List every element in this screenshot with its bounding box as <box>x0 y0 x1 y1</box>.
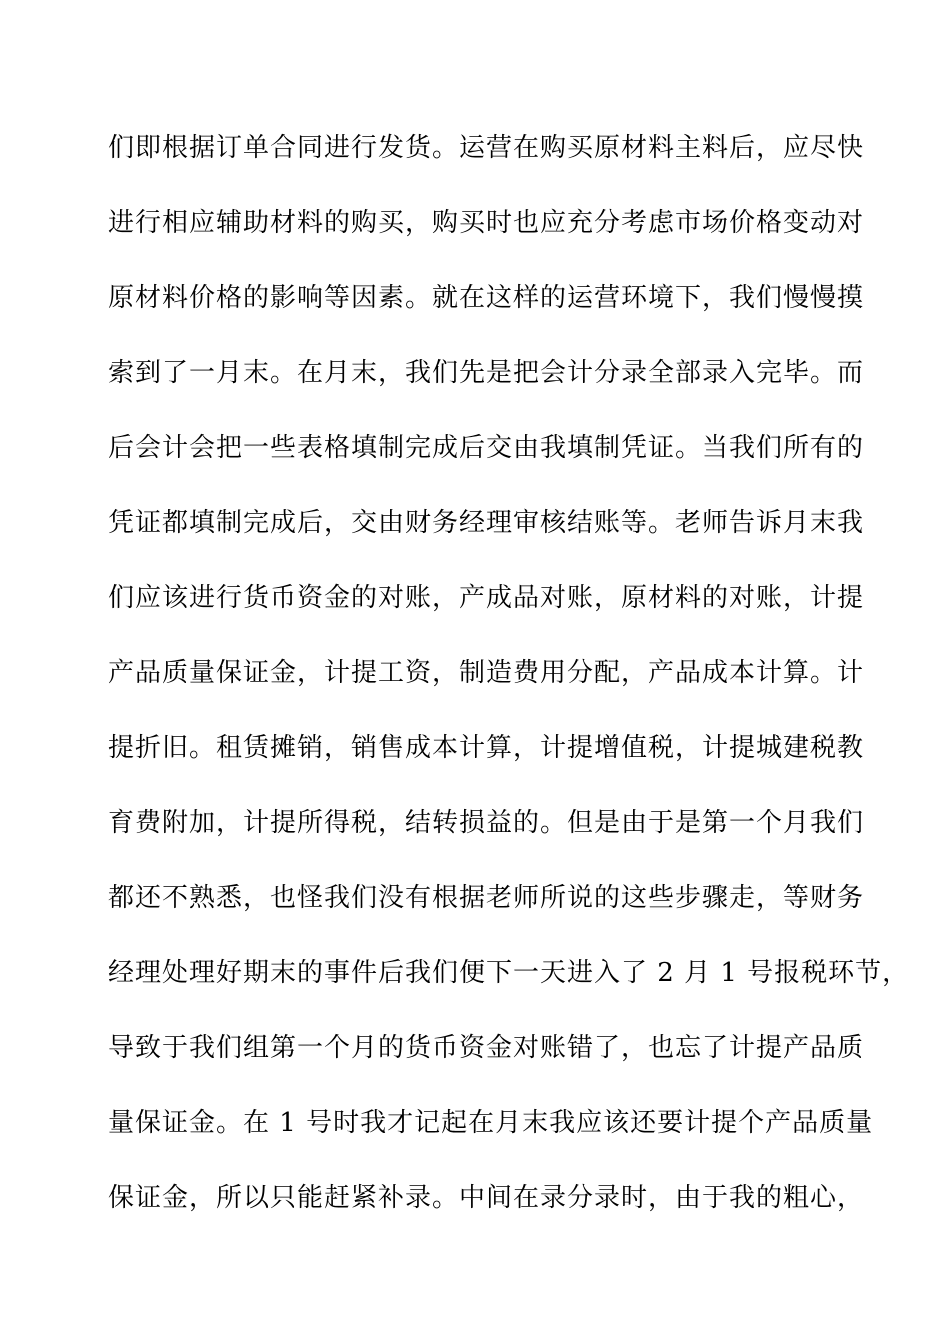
text-line: 量保证金。在 1 号时我才记起在月末我应该还要计提个产品质量 <box>108 1108 874 1138</box>
text-line: 育费附加，计提所得税，结转损益的。但是由于是第一个月我们 <box>108 808 865 838</box>
text-line: 经理处理好期末的事件后我们便下一天进入了 2 月 1 号报税环节， <box>108 958 910 988</box>
text-line: 导致于我们组第一个月的货币资金对账错了，也忘了计提产品质 <box>108 1033 865 1063</box>
body-text <box>108 128 910 1253</box>
text-line: 提折旧。租赁摊销，销售成本计算，计提增值税，计提城建税教 <box>108 733 865 763</box>
text-line: 产品质量保证金，计提工资，制造费用分配，产品成本计算。计 <box>108 658 865 688</box>
text-line: 索到了一月末。在月末，我们先是把会计分录全部录入完毕。而 <box>108 358 865 388</box>
text-line: 后会计会把一些表格填制完成后交由我填制凭证。当我们所有的 <box>108 433 865 463</box>
text-line: 们即根据订单合同进行发货。运营在购买原材料主料后，应尽快 <box>108 133 865 163</box>
text-line: 都还不熟悉，也怪我们没有根据老师所说的这些步骤走，等财务 <box>108 883 865 913</box>
text-line: 保证金，所以只能赶紧补录。中间在录分录时，由于我的粗心， <box>108 1183 865 1213</box>
text-line: 们应该进行货币资金的对账，产成品对账，原材料的对账，计提 <box>108 583 865 613</box>
text-line: 进行相应辅助材料的购买，购买时也应充分考虑市场价格变动对 <box>108 208 865 238</box>
text-line: 原材料价格的影响等因素。就在这样的运营环境下，我们慢慢摸 <box>108 283 865 313</box>
text-line: 凭证都填制完成后，交由财务经理审核结账等。老师告诉月末我 <box>108 508 865 538</box>
